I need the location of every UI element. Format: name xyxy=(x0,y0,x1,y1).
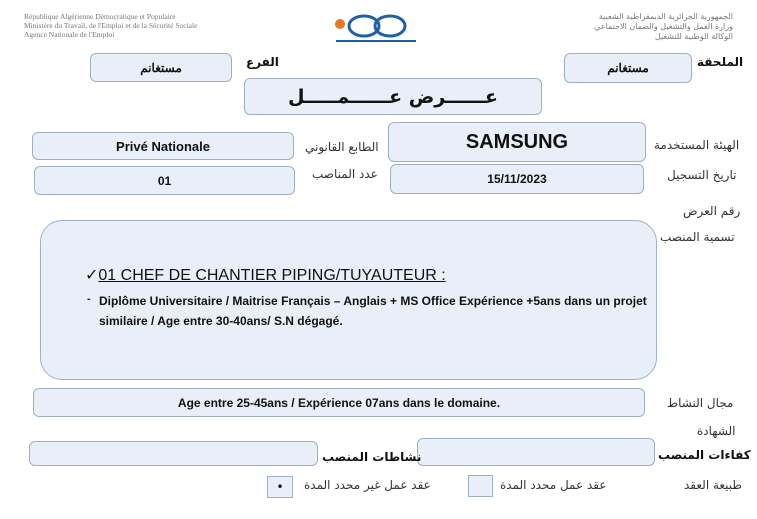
header-ar-line-1: الجمهورية الجزائرية الديمقراطية الشعبية xyxy=(598,12,733,21)
cdd-label: عقد عمل محدد المدة xyxy=(500,478,607,492)
page-title: عــــــرض عــــــمـــــل xyxy=(244,78,542,115)
legal-status-field[interactable]: Privé Nationale xyxy=(32,132,294,160)
contract-type-label: طبيعة العقد xyxy=(684,478,742,492)
registration-date-field[interactable]: 15/11/2023 xyxy=(390,164,644,194)
legal-status-label: الطابع القانوني xyxy=(305,140,379,154)
tasks-label: نشاطات المنصب xyxy=(322,450,422,464)
employer-label: الهيئة المستخدمة xyxy=(654,138,740,152)
cdi-checkbox[interactable]: • xyxy=(267,476,293,498)
cdd-checkbox[interactable] xyxy=(468,475,493,497)
bullet-dash: - xyxy=(87,293,91,305)
skills-label: كفاءات المنصب xyxy=(658,448,751,462)
agency-logo xyxy=(330,10,422,46)
offer-number-label: رقم العرض xyxy=(683,204,741,218)
header-fr-line-1: République Algérienne Démocratique et Populaire xyxy=(24,12,176,21)
job-heading: 01 CHEF DE CHANTIER PIPING/TUYAUTEUR : xyxy=(98,267,446,284)
checkmark-icon: ✓ xyxy=(85,267,99,284)
job-description-box[interactable] xyxy=(40,220,657,380)
annexe-field[interactable]: مستغانم xyxy=(564,53,692,83)
header-fr-line-2: Ministère du Travail, de l'Emploi et de la Sécurité Sociale xyxy=(24,21,198,30)
positions-count-field[interactable]: 01 xyxy=(34,166,295,195)
branch-label: الفرع xyxy=(246,55,279,69)
annexe-label: الملحقة xyxy=(697,55,744,69)
activity-label: مجال النشاط xyxy=(667,396,734,410)
tasks-field[interactable] xyxy=(29,441,318,466)
positions-count-label: عدد المناصب xyxy=(312,167,378,181)
employer-field[interactable]: SAMSUNG xyxy=(388,122,646,162)
job-title-label: تسمية المنصب xyxy=(660,230,735,244)
job-details: Diplôme Universitaire / Maitrise Français – Anglais + MS Office Expérience +5ans dans un projet similaire / Age entre 30-40ans/ S.N dégagé. xyxy=(99,294,647,328)
skills-field[interactable] xyxy=(417,438,655,466)
header-ar-line-2: وزارة العمل والتشغيل والضمان الاجتماعي xyxy=(594,22,733,31)
header-fr-line-3: Agence Nationale de l'Emploi xyxy=(24,30,115,39)
registration-date-label: تاريخ التسجيل xyxy=(667,168,737,182)
diploma-label: الشهادة xyxy=(697,424,736,438)
cdi-label: عقد عمل غير محدد المدة xyxy=(304,478,431,492)
branch-field[interactable]: مستغانم xyxy=(90,53,232,82)
activity-field[interactable]: Age entre 25-45ans / Expérience 07ans dans le domaine. xyxy=(33,388,645,417)
header-ar-line-3: الوكالة الوطنية للتشغيل xyxy=(654,32,733,41)
